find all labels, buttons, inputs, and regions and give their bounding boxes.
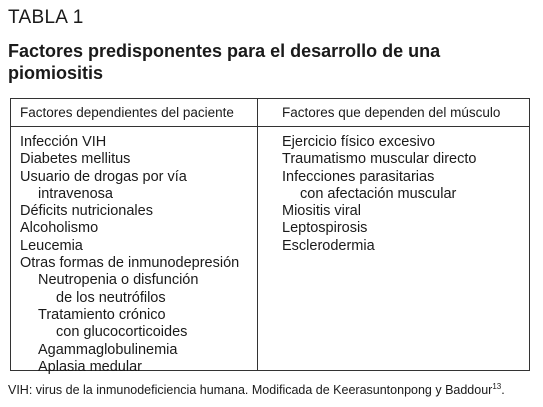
list-item: Esclerodermia [282,237,375,254]
list-item: Diabetes mellitus [20,151,131,168]
list-subitem: Agammaglobulinemia [38,341,178,358]
list-item: Alcoholismo [20,220,99,237]
patient-factors-list [20,134,252,376]
list-item: Ejercicio físico excesivo [282,134,436,150]
list-item: Déficits nutricionales [20,203,153,220]
patient-factors-header: Factores dependientes del paciente [20,105,234,120]
list-item: Otras formas de inmunodepresión [20,255,240,272]
list-item: Usuario de drogas por vía [20,168,187,185]
header-divider [11,126,529,127]
list-subitem-continuation: de los neutrófilos [56,289,166,306]
column-divider [257,99,258,370]
table-title: Factores predisponentes para el desarrollo de una piomiositis [8,41,441,83]
table-label: TABLA 1 [8,7,84,28]
list-subitem-continuation: con glucocorticoides [56,324,188,341]
list-subitem: Tratamiento crónico [38,306,166,323]
list-item: Traumatismo muscular directo [282,151,477,168]
muscle-factors-header: Factores que dependen del músculo [282,105,501,120]
footnote-reference: 13 [492,382,502,391]
list-item: Miositis viral [282,203,361,220]
factors-table [10,98,530,375]
list-item: Leptospirosis [282,220,368,237]
list-item-continuation: con afectación muscular [300,185,457,202]
table-footnote [8,382,505,398]
list-item-continuation: intravenosa [38,185,113,202]
list-subitem: Neutropenia o disfunción [38,272,199,289]
list-item: Leucemia [20,237,83,254]
list-item: Infecciones parasitarias [282,168,435,185]
muscle-factors-list [282,134,527,255]
list-subitem: Aplasia medular [38,358,142,375]
list-item: Infección VIH [20,134,107,150]
footnote-text: VIH: virus de la inmunodeficiencia humana. Modificada de Keerasuntonpong y Baddour [8,383,493,397]
footnote-end: . [501,383,505,397]
